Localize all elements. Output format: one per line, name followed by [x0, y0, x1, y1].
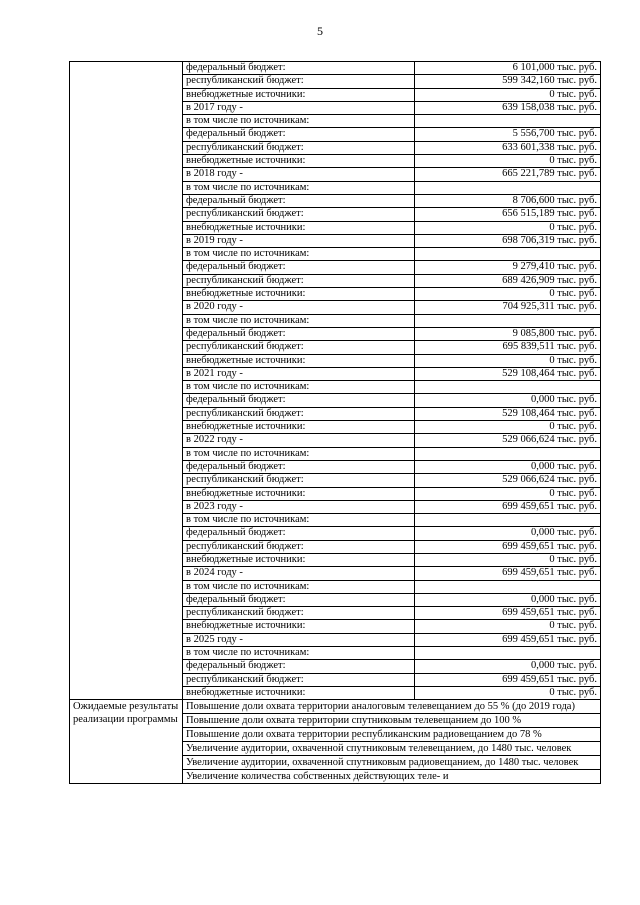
funding-label: республиканский бюджет: [183, 673, 415, 686]
funding-value: 0 тыс. руб. [415, 155, 601, 168]
funding-value: 0 тыс. руб. [415, 686, 601, 699]
funding-value: 665 221,789 тыс. руб. [415, 168, 601, 181]
funding-value: 6 101,000 тыс. руб. [415, 62, 601, 75]
funding-value: 0,000 тыс. руб. [415, 460, 601, 473]
funding-label: внебюджетные источники: [183, 487, 415, 500]
funding-value: 0 тыс. руб. [415, 88, 601, 101]
funding-value [415, 447, 601, 460]
funding-value: 689 426,909 тыс. руб. [415, 274, 601, 287]
funding-value: 0 тыс. руб. [415, 620, 601, 633]
funding-value: 699 459,651 тыс. руб. [415, 633, 601, 646]
expected-results-label: Ожидаемые результаты реализации программы [70, 700, 183, 784]
table-body [70, 62, 601, 784]
funding-label: федеральный бюджет: [183, 460, 415, 473]
funding-value [415, 314, 601, 327]
funding-label: в том числе по источникам: [183, 248, 415, 261]
funding-label: республиканский бюджет: [183, 341, 415, 354]
funding-value [415, 381, 601, 394]
funding-value: 529 108,464 тыс. руб. [415, 407, 601, 420]
funding-value: 0,000 тыс. руб. [415, 593, 601, 606]
funding-label: в 2017 году - [183, 101, 415, 114]
funding-value: 529 108,464 тыс. руб. [415, 367, 601, 380]
funding-value: 0,000 тыс. руб. [415, 660, 601, 673]
funding-label: в 2018 году - [183, 168, 415, 181]
program-passport-table [69, 61, 601, 784]
funding-label: внебюджетные источники: [183, 686, 415, 699]
funding-label: в 2024 году - [183, 567, 415, 580]
funding-value: 8 706,600 тыс. руб. [415, 194, 601, 207]
funding-label: внебюджетные источники: [183, 288, 415, 301]
funding-label: в том числе по источникам: [183, 514, 415, 527]
funding-value: 699 459,651 тыс. руб. [415, 607, 601, 620]
funding-label: в 2021 году - [183, 367, 415, 380]
funding-label: республиканский бюджет: [183, 208, 415, 221]
funding-label: внебюджетные источники: [183, 88, 415, 101]
funding-value: 699 459,651 тыс. руб. [415, 500, 601, 513]
funding-value: 0 тыс. руб. [415, 553, 601, 566]
funding-value: 699 459,651 тыс. руб. [415, 673, 601, 686]
funding-label: внебюджетные источники: [183, 620, 415, 633]
funding-label: в том числе по источникам: [183, 181, 415, 194]
funding-label: в том числе по источникам: [183, 115, 415, 128]
result-item: Повышение доли охвата территории республиканским радиовещанием до 78 % [183, 728, 601, 742]
funding-label: внебюджетные источники: [183, 221, 415, 234]
funding-label: в том числе по источникам: [183, 647, 415, 660]
funding-value [415, 181, 601, 194]
funding-value: 0,000 тыс. руб. [415, 394, 601, 407]
funding-label: федеральный бюджет: [183, 261, 415, 274]
funding-value: 656 515,189 тыс. руб. [415, 208, 601, 221]
funding-label: внебюджетные источники: [183, 553, 415, 566]
funding-row [70, 62, 601, 75]
funding-value: 599 342,160 тыс. руб. [415, 75, 601, 88]
funding-value: 699 459,651 тыс. руб. [415, 567, 601, 580]
funding-value [415, 248, 601, 261]
funding-value [415, 514, 601, 527]
funding-label: федеральный бюджет: [183, 660, 415, 673]
funding-value: 695 839,511 тыс. руб. [415, 341, 601, 354]
funding-label: в 2020 году - [183, 301, 415, 314]
funding-label: республиканский бюджет: [183, 607, 415, 620]
funding-value: 699 459,651 тыс. руб. [415, 540, 601, 553]
funding-value: 633 601,338 тыс. руб. [415, 141, 601, 154]
funding-value: 0 тыс. руб. [415, 421, 601, 434]
funding-value: 0,000 тыс. руб. [415, 527, 601, 540]
result-item: Увеличение аудитории, охваченной спутниковым радиовещанием, до 1480 тыс. человек [183, 756, 601, 770]
funding-label: республиканский бюджет: [183, 75, 415, 88]
funding-value [415, 580, 601, 593]
funding-value: 5 556,700 тыс. руб. [415, 128, 601, 141]
funding-label: в 2025 году - [183, 633, 415, 646]
funding-label: республиканский бюджет: [183, 540, 415, 553]
result-item: Увеличение количества собственных действующих теле- и [183, 770, 601, 784]
funding-value: 529 066,624 тыс. руб. [415, 434, 601, 447]
funding-value: 529 066,624 тыс. руб. [415, 474, 601, 487]
funding-left-cell [70, 62, 183, 700]
funding-label: в 2019 году - [183, 234, 415, 247]
funding-label: федеральный бюджет: [183, 62, 415, 75]
funding-value: 0 тыс. руб. [415, 487, 601, 500]
funding-value: 704 925,311 тыс. руб. [415, 301, 601, 314]
funding-label: федеральный бюджет: [183, 327, 415, 340]
funding-label: федеральный бюджет: [183, 128, 415, 141]
funding-label: в том числе по источникам: [183, 447, 415, 460]
funding-label: федеральный бюджет: [183, 394, 415, 407]
funding-label: республиканский бюджет: [183, 274, 415, 287]
funding-label: в 2023 году - [183, 500, 415, 513]
funding-value: 0 тыс. руб. [415, 354, 601, 367]
result-row [70, 700, 601, 714]
result-item: Повышение доли охвата территории спутниковым телевещанием до 100 % [183, 714, 601, 728]
funding-value: 0 тыс. руб. [415, 288, 601, 301]
funding-label: в том числе по источникам: [183, 381, 415, 394]
funding-value: 639 158,038 тыс. руб. [415, 101, 601, 114]
funding-label: республиканский бюджет: [183, 474, 415, 487]
funding-label: внебюджетные источники: [183, 155, 415, 168]
funding-value: 698 706,319 тыс. руб. [415, 234, 601, 247]
funding-label: внебюджетные источники: [183, 354, 415, 367]
funding-label: республиканский бюджет: [183, 407, 415, 420]
page-number: 5 [317, 24, 323, 38]
funding-value [415, 647, 601, 660]
funding-value: 9 085,800 тыс. руб. [415, 327, 601, 340]
funding-label: внебюджетные источники: [183, 421, 415, 434]
funding-label: в том числе по источникам: [183, 580, 415, 593]
funding-label: федеральный бюджет: [183, 593, 415, 606]
funding-label: федеральный бюджет: [183, 527, 415, 540]
result-item: Повышение доли охвата территории аналоговым телевещанием до 55 % (до 2019 года) [183, 700, 601, 714]
funding-value: 0 тыс. руб. [415, 221, 601, 234]
funding-label: в 2022 году - [183, 434, 415, 447]
funding-label: республиканский бюджет: [183, 141, 415, 154]
funding-value [415, 115, 601, 128]
funding-label: федеральный бюджет: [183, 194, 415, 207]
funding-label: в том числе по источникам: [183, 314, 415, 327]
funding-value: 9 279,410 тыс. руб. [415, 261, 601, 274]
result-item: Увеличение аудитории, охваченной спутниковым телевещанием, до 1480 тыс. человек [183, 742, 601, 756]
